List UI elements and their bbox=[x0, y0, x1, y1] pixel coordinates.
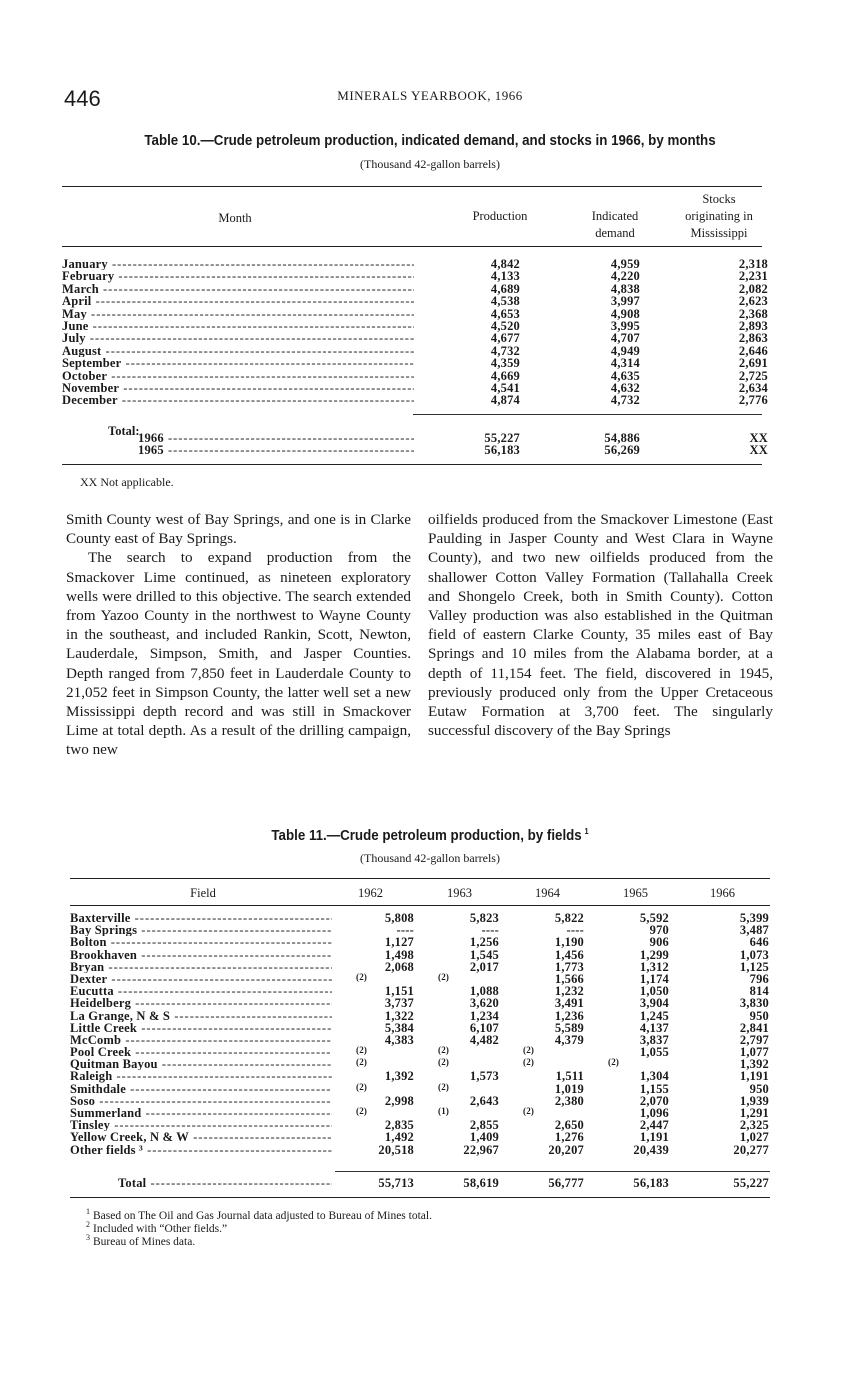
table-row bbox=[62, 432, 768, 444]
production-value: 4,538 bbox=[490, 294, 520, 309]
stocks-value: 2,634 bbox=[738, 380, 768, 395]
demand-value: 4,959 bbox=[610, 257, 640, 271]
demand-value: 4,908 bbox=[610, 306, 640, 321]
value-1962: 5,808 bbox=[384, 911, 414, 925]
total-1966: 55,227 bbox=[733, 1176, 769, 1190]
value-1965: 1,050 bbox=[639, 984, 669, 999]
field-label: Eucutta ----- bbox=[70, 985, 332, 997]
table11-title-footnote-mark: 1 bbox=[584, 827, 589, 836]
production-value: 4,541 bbox=[490, 380, 520, 395]
table11-top-rule bbox=[70, 878, 770, 879]
footnote-text: Based on The Oil and Gas Journal data adjusted to Bureau of Mines total. bbox=[93, 1209, 432, 1222]
value-1966: 1,191 bbox=[739, 1069, 769, 1084]
value-1962: (2) bbox=[356, 1106, 368, 1116]
month-label: December ----- bbox=[62, 394, 414, 406]
value-1965: 1,245 bbox=[639, 1008, 669, 1023]
table-row bbox=[62, 345, 768, 357]
production-value: 4,359 bbox=[490, 356, 520, 371]
stocks-value: 2,082 bbox=[738, 281, 768, 296]
field-label: Soso ----- bbox=[70, 1095, 332, 1107]
value-1965: (2) bbox=[608, 1057, 620, 1068]
stocks-value: 2,231 bbox=[738, 269, 768, 284]
table10-footnote: XX Not applicable. bbox=[80, 475, 174, 489]
value-1962: 3,737 bbox=[384, 996, 414, 1011]
month-label: March ----- bbox=[62, 283, 414, 295]
value-1964: (2) bbox=[523, 1045, 535, 1056]
value-1962: 1,492 bbox=[384, 1130, 414, 1145]
year-label: 1965 ----- bbox=[62, 444, 414, 456]
value-1964: 1,511 bbox=[555, 1069, 584, 1084]
value-1962: (2) bbox=[356, 1045, 368, 1056]
footnote-3 bbox=[86, 1231, 195, 1249]
table-row bbox=[70, 936, 770, 948]
demand-value: 4,220 bbox=[610, 269, 640, 284]
field-label: Pool Creek ----- bbox=[70, 1046, 332, 1058]
table-row bbox=[70, 1083, 770, 1095]
value-1964: ---- bbox=[566, 923, 584, 938]
footnote-mark: 2 bbox=[86, 1220, 90, 1229]
table10-top-rule bbox=[62, 186, 762, 187]
production-value: 55,227 bbox=[484, 431, 520, 445]
value-1966: 1,939 bbox=[739, 1093, 769, 1108]
stocks-value: 2,893 bbox=[738, 318, 768, 333]
demand-value: 4,632 bbox=[610, 380, 640, 395]
table-row bbox=[62, 357, 768, 369]
demand-value: 4,949 bbox=[610, 343, 640, 358]
table-row bbox=[70, 1010, 770, 1022]
field-label: Smithdale ----- bbox=[70, 1083, 332, 1095]
value-1963: 2,643 bbox=[469, 1093, 499, 1108]
value-1962: 20,518 bbox=[378, 1142, 414, 1157]
production-value: 4,842 bbox=[490, 257, 520, 271]
value-1964: 1,019 bbox=[554, 1081, 584, 1096]
value-1966: 1,392 bbox=[739, 1057, 769, 1072]
table10-header-stocks-line2: originating in bbox=[685, 209, 753, 223]
paragraph: Smith County west of Bay Springs, and one is in Clarke County east of Bay Springs. bbox=[66, 511, 411, 548]
demand-value: 3,995 bbox=[610, 318, 640, 333]
value-1964: 1,232 bbox=[554, 984, 584, 999]
value-1963: 1,409 bbox=[469, 1130, 499, 1145]
total-1965: 56,183 bbox=[633, 1176, 669, 1190]
paragraph: The search to expand production from the Smackover Lime continued, as nineteen exploratory wells were drilled to this objective. The search extended from Yazoo County in the northwest to Wayne County in the southeast, and included Rankin, Scott, Newton, Lauderdale, Simpson, Smith, and Jasper Counties. Depth ranged from 7,850 feet in Lauderdale County to 21,052 feet in Simpson County, the latter well set a new Mississippi depth record and was still in Smackover Lime at total depth. As a result of the drilling campaign, two new bbox=[66, 549, 411, 759]
value-1964: 3,491 bbox=[554, 996, 584, 1011]
value-1963: 6,107 bbox=[469, 1020, 499, 1035]
demand-value: 3,997 bbox=[610, 294, 640, 309]
table11-header-1962: 1962 bbox=[358, 886, 383, 900]
table-row-total bbox=[70, 1177, 770, 1189]
year-label: 1966 ----- bbox=[62, 432, 414, 444]
value-1962: 5,384 bbox=[384, 1020, 414, 1035]
field-label: Summerland ----- bbox=[70, 1107, 332, 1119]
body-text-right-column bbox=[428, 510, 773, 740]
value-1966: 3,830 bbox=[739, 996, 769, 1011]
table-row bbox=[70, 1046, 770, 1058]
production-value: 56,183 bbox=[484, 443, 520, 458]
table-row bbox=[62, 320, 768, 332]
table10-header-production: Production bbox=[472, 209, 528, 223]
stocks-value: 2,691 bbox=[738, 356, 768, 371]
value-1962: (2) bbox=[356, 1081, 368, 1092]
value-1964: 5,589 bbox=[554, 1020, 584, 1035]
table-row bbox=[62, 370, 768, 382]
field-label: Heidelberg ----- bbox=[70, 997, 332, 1009]
production-value: 4,689 bbox=[490, 281, 520, 296]
value-1962: (2) bbox=[356, 1057, 368, 1068]
stocks-value: 2,646 bbox=[738, 343, 768, 358]
value-1964: 1,773 bbox=[554, 959, 584, 974]
table10-total-label: Total: bbox=[108, 424, 140, 438]
value-1966: 1,077 bbox=[739, 1045, 769, 1060]
table-row bbox=[62, 270, 768, 282]
production-value: 4,732 bbox=[490, 343, 520, 358]
total-1963: 58,619 bbox=[463, 1176, 499, 1190]
field-label: Brookhaven ----- bbox=[70, 949, 332, 961]
value-1965: 2,447 bbox=[639, 1118, 669, 1133]
running-head: MINERALS YEARBOOK, 1966 bbox=[337, 88, 523, 103]
table10-title: Table 10.—Crude petroleum production, indicated demand, and stocks in 1966, by months bbox=[144, 133, 716, 149]
table10-totals bbox=[62, 432, 768, 457]
value-1966: 796 bbox=[749, 971, 769, 986]
value-1962: (2) bbox=[356, 971, 368, 982]
value-1965: 3,904 bbox=[639, 996, 669, 1011]
value-1963: (2) bbox=[438, 1057, 450, 1068]
table10-bottom-rule bbox=[62, 464, 762, 465]
month-label: April ----- bbox=[62, 295, 414, 307]
field-label: Dexter ----- bbox=[70, 973, 332, 985]
month-label: July ----- bbox=[62, 332, 414, 344]
stocks-value: 2,623 bbox=[738, 294, 768, 309]
table11-header-1966: 1966 bbox=[710, 886, 735, 900]
demand-value: 4,732 bbox=[610, 393, 640, 408]
table-row bbox=[62, 394, 768, 406]
field-label: Yellow Creek, N & W ----- bbox=[70, 1131, 332, 1143]
field-label: Baxterville ----- bbox=[70, 912, 332, 924]
value-1963: 2,855 bbox=[469, 1118, 499, 1133]
footnote-text: Included with “Other fields.” bbox=[93, 1222, 228, 1235]
month-label: June ----- bbox=[62, 320, 414, 332]
value-1965: 1,312 bbox=[639, 959, 669, 974]
table-row bbox=[70, 997, 770, 1009]
field-label: La Grange, N & S ----- bbox=[70, 1010, 332, 1022]
month-label: January ----- bbox=[62, 258, 414, 270]
stocks-value: 2,318 bbox=[738, 257, 768, 271]
month-label: May ----- bbox=[62, 308, 414, 320]
footnote-text: Bureau of Mines data. bbox=[93, 1235, 196, 1248]
value-1966: 1,073 bbox=[739, 947, 769, 962]
field-label: Tinsley ----- bbox=[70, 1119, 332, 1131]
table-row bbox=[62, 295, 768, 307]
value-1966: 1,027 bbox=[739, 1130, 769, 1145]
table11-title-text: Table 11.—Crude petroleum production, by fields bbox=[271, 827, 582, 844]
value-1963: 1,234 bbox=[469, 1008, 499, 1023]
table10-header-rule bbox=[62, 246, 762, 247]
demand-value: 4,314 bbox=[610, 356, 640, 371]
month-label: February ----- bbox=[62, 270, 414, 282]
value-1962: 2,998 bbox=[384, 1093, 414, 1108]
value-1965: 1,299 bbox=[639, 947, 669, 962]
value-1966: 20,277 bbox=[733, 1142, 769, 1157]
field-label: Little Creek ----- bbox=[70, 1022, 332, 1034]
stocks-value: 2,368 bbox=[738, 306, 768, 321]
value-1965: 906 bbox=[649, 935, 669, 950]
value-1962: 1,498 bbox=[384, 947, 414, 962]
value-1964: 2,650 bbox=[554, 1118, 584, 1133]
table10-header-demand-line2: demand bbox=[595, 226, 635, 240]
value-1963: 5,823 bbox=[469, 911, 499, 925]
field-label: Other fields ³ ----- bbox=[70, 1144, 332, 1156]
value-1964: 1,566 bbox=[554, 971, 584, 986]
table10-header-stocks-line1: Stocks bbox=[702, 192, 736, 206]
table-row bbox=[62, 332, 768, 344]
production-value: 4,133 bbox=[490, 269, 520, 284]
value-1966: 2,841 bbox=[739, 1020, 769, 1035]
value-1962: 4,383 bbox=[384, 1032, 414, 1047]
value-1964: 1,276 bbox=[554, 1130, 584, 1145]
value-1962: 1,151 bbox=[384, 984, 414, 999]
value-1965: 1,055 bbox=[639, 1045, 669, 1060]
month-label: November ----- bbox=[62, 382, 414, 394]
table11-header-field: Field bbox=[190, 886, 216, 900]
value-1964: 2,380 bbox=[554, 1093, 584, 1108]
table10-header-demand-line1: Indicated bbox=[591, 209, 639, 223]
table-row bbox=[70, 1070, 770, 1082]
value-1962: 1,322 bbox=[384, 1008, 414, 1023]
demand-value: 56,269 bbox=[604, 443, 640, 458]
total-1964: 56,777 bbox=[548, 1176, 584, 1190]
month-label: October ----- bbox=[62, 370, 414, 382]
table-row bbox=[62, 444, 768, 456]
footnote-mark: 3 bbox=[86, 1233, 90, 1242]
stocks-value: XX bbox=[749, 443, 768, 458]
stocks-value: 2,725 bbox=[738, 368, 768, 383]
value-1965: 2,070 bbox=[639, 1093, 669, 1108]
value-1963: (1) bbox=[438, 1106, 450, 1116]
value-1962: 1,127 bbox=[384, 935, 414, 950]
value-1965: 1,191 bbox=[639, 1130, 669, 1145]
value-1966: 2,325 bbox=[739, 1118, 769, 1133]
value-1965: 1,155 bbox=[639, 1081, 669, 1096]
table-row bbox=[70, 1131, 770, 1143]
value-1963: 2,017 bbox=[469, 959, 499, 974]
field-label: Bay Springs ----- bbox=[70, 924, 332, 936]
value-1963: ---- bbox=[481, 923, 499, 938]
value-1966: 950 bbox=[749, 1008, 769, 1023]
value-1965: 3,837 bbox=[639, 1032, 669, 1047]
value-1963: (2) bbox=[438, 971, 450, 982]
value-1963: (2) bbox=[438, 1045, 450, 1056]
demand-value: 4,707 bbox=[610, 331, 640, 346]
value-1966: 2,797 bbox=[739, 1032, 769, 1047]
table10-body bbox=[62, 258, 768, 407]
table11-total bbox=[70, 1177, 770, 1189]
month-label: August ----- bbox=[62, 345, 414, 357]
stocks-value: 2,863 bbox=[738, 331, 768, 346]
table10-subtitle: (Thousand 42-gallon barrels) bbox=[360, 157, 500, 171]
value-1963: 22,967 bbox=[463, 1142, 499, 1157]
table-row bbox=[62, 283, 768, 295]
table11-header-1964: 1964 bbox=[535, 886, 560, 900]
value-1962: 1,392 bbox=[384, 1069, 414, 1084]
table10-header-month: Month bbox=[218, 211, 252, 225]
value-1964: 5,822 bbox=[554, 911, 584, 925]
table11-subtitle: (Thousand 42-gallon barrels) bbox=[360, 851, 500, 865]
value-1963: 4,482 bbox=[469, 1032, 499, 1047]
footnote-mark: 1 bbox=[86, 1207, 90, 1216]
table-row bbox=[70, 949, 770, 961]
value-1966: 950 bbox=[749, 1081, 769, 1096]
value-1964: (2) bbox=[523, 1106, 535, 1116]
field-label: McComb ----- bbox=[70, 1034, 332, 1046]
value-1963: 1,545 bbox=[469, 947, 499, 962]
table11-bottom-rule bbox=[70, 1197, 770, 1198]
value-1962: 2,835 bbox=[384, 1118, 414, 1133]
stocks-value: 2,776 bbox=[738, 393, 768, 408]
value-1966: 5,399 bbox=[739, 911, 769, 925]
value-1965: 970 bbox=[649, 923, 669, 938]
field-label: Bolton ----- bbox=[70, 936, 332, 948]
paragraph: oilfields produced from the Smackover Limestone (East Paulding in Jasper County and West Clara in Wayne County), and two new oilfields produced from the shallower Cotton Valley Formation (Tallahalla Creek and Shongelo Creek, both in Smith County). Cotton Valley production was also established in the Quitman field of eastern Clarke County, 35 miles east of Bay Springs and 10 miles from the Alabama border, at a depth of 11,154 feet. The field, discovered in 1945, previously produced only from the Upper Cretaceous Eutaw Formation at 3,700 feet. The singularly successful discovery of the Bay Springs bbox=[428, 511, 773, 740]
production-value: 4,653 bbox=[490, 306, 520, 321]
stocks-value: XX bbox=[749, 431, 768, 445]
table10-subtotal-rule bbox=[413, 414, 762, 415]
table-row bbox=[62, 382, 768, 394]
table11-header-rule bbox=[70, 905, 770, 906]
table-row bbox=[62, 258, 768, 270]
month-label: September ----- bbox=[62, 357, 414, 369]
value-1966: 1,291 bbox=[739, 1106, 769, 1120]
value-1965: 4,137 bbox=[639, 1020, 669, 1035]
table11-title bbox=[34, 827, 825, 844]
value-1965: 1,174 bbox=[639, 971, 669, 986]
field-label: Quitman Bayou ----- bbox=[70, 1058, 332, 1070]
value-1963: 3,620 bbox=[469, 996, 499, 1011]
value-1963: (2) bbox=[438, 1081, 450, 1092]
value-1965: 1,096 bbox=[639, 1106, 669, 1120]
value-1964: 20,207 bbox=[548, 1142, 584, 1157]
field-label: Bryan ----- bbox=[70, 961, 332, 973]
value-1963: 1,088 bbox=[469, 984, 499, 999]
value-1963: 1,573 bbox=[469, 1069, 499, 1084]
table11-body bbox=[70, 912, 770, 1156]
total-1962: 55,713 bbox=[378, 1176, 414, 1190]
value-1965: 20,439 bbox=[633, 1142, 669, 1157]
production-value: 4,677 bbox=[490, 331, 520, 346]
table11-header-1963: 1963 bbox=[447, 886, 472, 900]
demand-value: 54,886 bbox=[604, 431, 640, 445]
page-number: 446 bbox=[64, 86, 101, 111]
field-label: Raleigh ----- bbox=[70, 1070, 332, 1082]
value-1966: 3,487 bbox=[739, 923, 769, 938]
table11-header-1965: 1965 bbox=[623, 886, 648, 900]
demand-value: 4,838 bbox=[610, 281, 640, 296]
value-1966: 646 bbox=[749, 935, 769, 950]
value-1965: 5,592 bbox=[639, 911, 669, 925]
table-row bbox=[62, 308, 768, 320]
table10-header-stocks-line3: Mississippi bbox=[690, 226, 748, 240]
production-value: 4,520 bbox=[490, 318, 520, 333]
value-1966: 814 bbox=[749, 984, 769, 999]
value-1964: 4,379 bbox=[554, 1032, 584, 1047]
value-1964: 1,236 bbox=[554, 1008, 584, 1023]
table10-header-stocks bbox=[664, 191, 774, 242]
table10-header-demand bbox=[570, 208, 660, 242]
body-text-left-column bbox=[66, 510, 411, 760]
production-value: 4,874 bbox=[490, 393, 520, 408]
value-1963: 1,256 bbox=[469, 935, 499, 950]
value-1964: 1,456 bbox=[554, 947, 584, 962]
table11-subtotal-rule bbox=[335, 1171, 770, 1172]
value-1966: 1,125 bbox=[739, 959, 769, 974]
value-1962: ---- bbox=[396, 923, 414, 938]
table-row bbox=[70, 1144, 770, 1156]
production-value: 4,669 bbox=[490, 368, 520, 383]
value-1962: 2,068 bbox=[384, 959, 414, 974]
value-1964: 1,190 bbox=[554, 935, 584, 950]
demand-value: 4,635 bbox=[610, 368, 640, 383]
value-1965: 1,304 bbox=[639, 1069, 669, 1084]
total-label: Total ----- bbox=[70, 1177, 332, 1189]
value-1964: (2) bbox=[523, 1057, 535, 1068]
